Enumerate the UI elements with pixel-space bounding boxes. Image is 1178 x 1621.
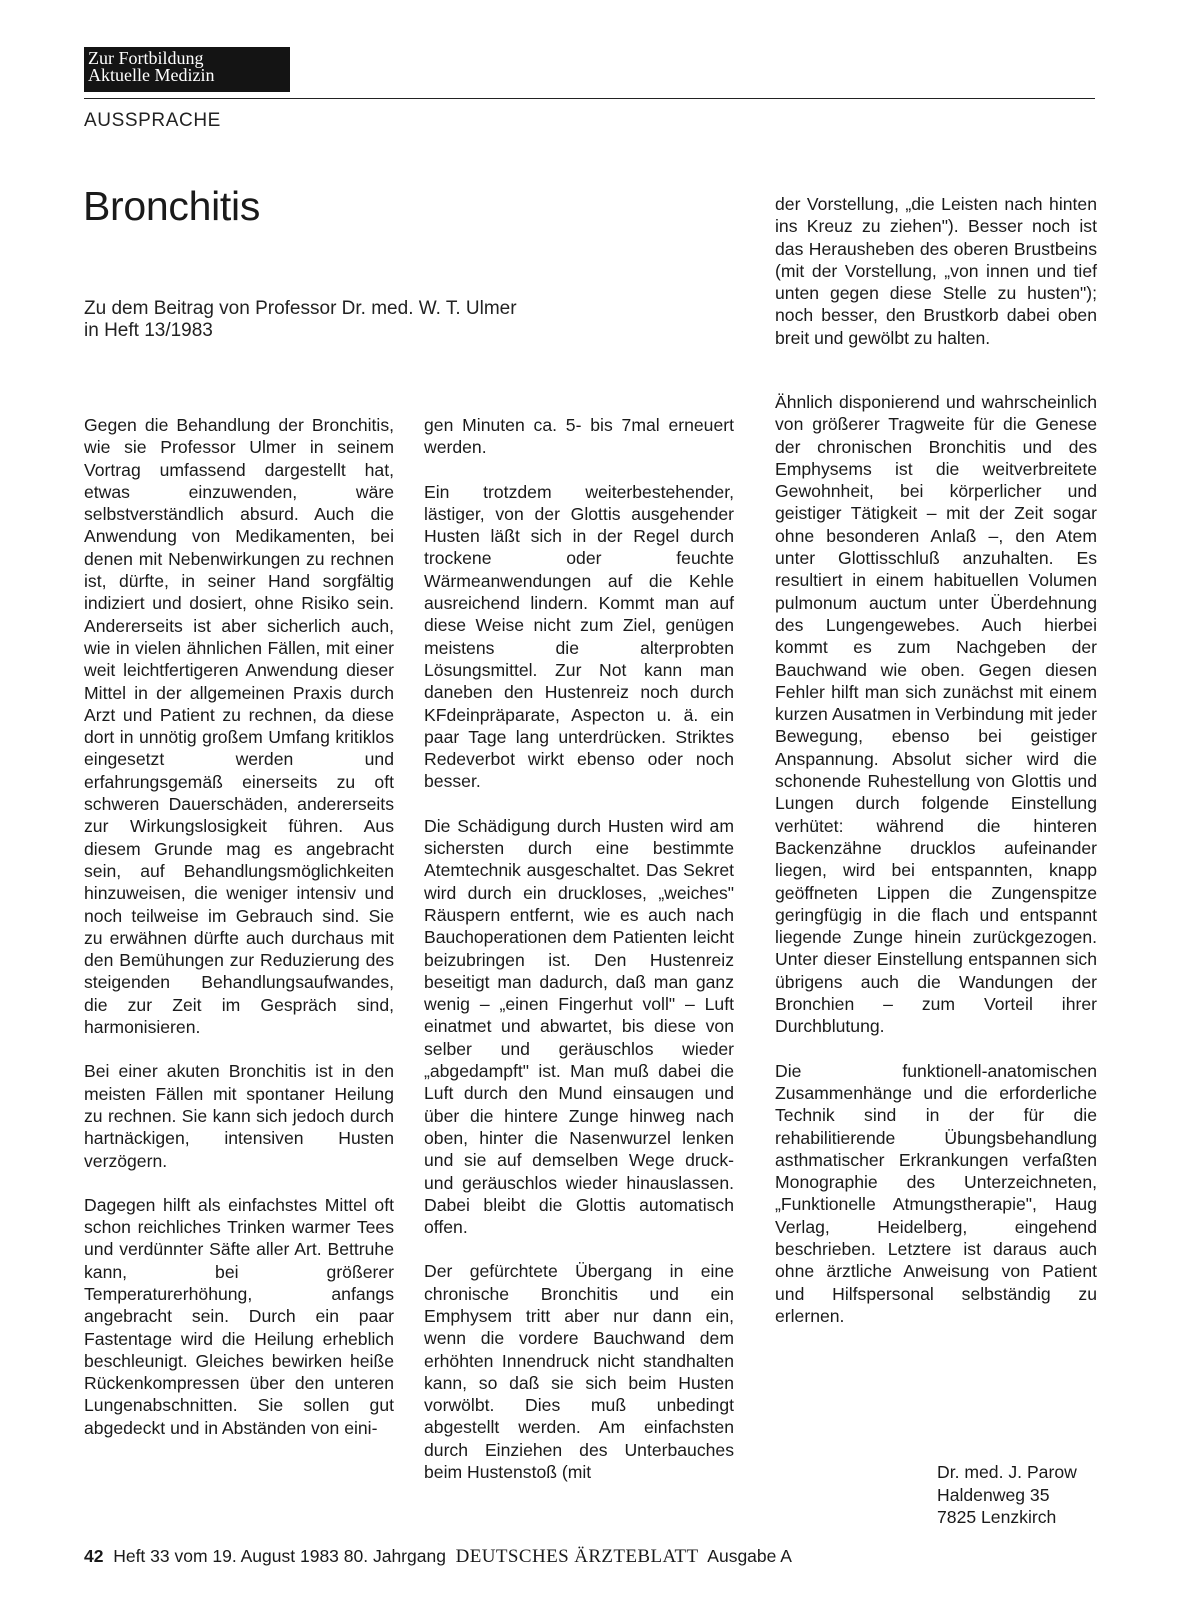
paragraph: Bei einer akuten Bronchitis ist in den meisten Fällen mit spontaner Heilung zu rechnen. Sie kann sich jedoch durch hartnäckigen, intensiven Husten verzögern. <box>84 1061 394 1171</box>
column-middle <box>424 414 734 1505</box>
issue-info: Heft 33 vom 19. August 1983 80. Jahrgang <box>113 1546 446 1566</box>
author-name: Dr. med. J. Parow <box>937 1462 1077 1482</box>
paragraph: Der gefürchtete Übergang in eine chronische Bronchitis und ein Emphysem tritt aber nur dann ein, wenn die vordere Bauchwand dem erhöhten Innendruck nicht standhalten kann, so daß sie sich beim Husten vorwölbt. Dies muß unbedingt abgestellt werden. Am einfachsten durch Einziehen des Unterbauches beim Hustenstoß (mit <box>424 1261 734 1483</box>
article-title: Bronchitis <box>83 183 261 229</box>
subtitle-line-2: in Heft 13/1983 <box>84 320 213 341</box>
header-rule <box>84 98 1095 99</box>
paragraph: Gegen die Behandlung der Bronchitis, wie sie Professor Ulmer in seinem Vortrag umfassend dargestellt hat, etwas einzuwenden, wäre selbstverständlich absurd. Auch die Anwendung von Medikamenten, bei denen mit Nebenwirkungen zu rechnen ist, dürfte, in seiner Hand sorgfältig indiziert und dosiert, ohne Risiko sein. Andererseits ist aber sicherlich auch, wie in vielen ähnlichen Fällen, mit einer weit leichtfertigeren Anwendung dieser Mittel in der allgemeinen Praxis durch Arzt und Patient zu rechnen, da diese dort in unnötig großem Umfang kritiklos eingesetzt werden und erfahrungsgemäß einerseits zu oft schweren Dauerschäden, andererseits zur Wirkungslosigkeit führen. Aus diesem Grunde mag es angebracht sein, auf Behandlungsmöglichkeiten hinzuweisen, die weniger intensiv und noch teilweise im Gebrauch sind. Sie zu erwähnen dürfte auch durchaus mit den Bemühungen zur Reduzierung des steigenden Behandlungsaufwandes, die zur Zeit im Gespräch sind, harmonisieren. <box>84 415 394 1038</box>
paragraph: Die Schädigung durch Husten wird am sichersten durch eine bestimmte Atemtechnik ausgeschaltet. Das Sekret wird durch ein druckloses, „weiches" Räuspern entfernt, wie es auch nach Bauchoperationen dem Patienten leicht beizubringen ist. Den Hustenreiz beseitigt man dadurch, daß man ganz wenig – „einen Fingerhut voll" – Luft einatmet und abwartet, bis diese von selber und geräuschlos wieder „abgedampft" ist. Man muß dabei die Luft durch den Mund einsaugen und über die hintere Zunge hinweg nach oben, hinter die Nasenwurzel lenken und sie auf demselben Wege druck- und geräuschlos wieder hinauslassen. Dabei bleibt die Glottis automatisch offen. <box>424 815 734 1238</box>
article-subtitle <box>84 298 624 342</box>
journal-name: DEUTSCHES ÄRZTEBLATT <box>455 1546 699 1567</box>
edition-label: Ausgabe A <box>707 1546 792 1566</box>
subtitle-line-1: Zu dem Beitrag von Professor Dr. med. W. T. Ulmer <box>84 298 517 319</box>
paragraph: Dagegen hilft als einfachstes Mittel oft schon reichliches Trinken warmer Tees und verdünnter Säfte aller Art. Bettruhe kann, bei größerer Temperaturerhöhung, anfangs angebracht sein. Durch ein paar Fastentage wird die Heilung erheblich beschleunigt. Gleiches bewirken heiße Rückenkompressen über den unteren Lungenabschnitten. Sie sollen gut abgedeckt und in Abständen von eini- <box>84 1194 394 1438</box>
paragraph: Ähnlich disponierend und wahrscheinlich von größerer Tragweite für die Genese der chronischen Bronchitis und des Emphysems ist die weitverbreitete Gewohnheit, bei körperlicher und geistiger Tätigkeit – mit der Zeit sogar ohne besonderen Anlaß –, den Atem unter Glottisschluß anzuhalten. Es resultiert in einem habituellen Volumen pulmonum auctum unter Überdehnung des Lungengewebes. Auch hierbei kommt es zum Nachgeben der Bauchwand wie oben. Gegen diesen Fehler hilft man sich zunächst mit einem kurzen Ausatmen in Verbindung mit jeder Bewegung, ebenso bei geistiger Anspannung. Absolut sicher wird die schonende Ruhestellung von Glottis und Lungen durch folgende Einstellung verhütet: während die hinteren Backenzähne drucklos aufeinander liegen, wird bei entspannten, knapp geöffneten Lippen die Zungenspitze geringfügig in die flach und entspannt liegende Zunge hinein zurückgezogen. Unter dieser Einstellung entspannen sich übrigens auch die Wandungen der Bronchien – zum Vorteil ihrer Durchblutung. <box>775 392 1097 1037</box>
paragraph: Die funktionell-anatomischen Zusammenhänge und die erforderliche Technik sind in der für die rehabilitierende Übungsbehandlung asthmatischer Erkrankungen verfaßten Monographie des Unterzeichneten, „Funktionelle Atmungstherapie", Haug Verlag, Heidelberg, eingehend beschrieben. Letztere ist daraus auch ohne ärztliche Anweisung von Patient und Hilfspersonal selbständig zu erlernen. <box>775 1060 1097 1326</box>
section-label: AUSSPRACHE <box>84 110 221 131</box>
page-footer <box>84 1546 792 1568</box>
header-line-1: Zur Fortbildung <box>88 48 204 68</box>
author-city: 7825 Lenzkirch <box>937 1507 1057 1527</box>
column-right-top <box>775 193 1097 349</box>
paragraph: der Vorstellung, „die Leisten nach hinten ins Kreuz zu ziehen"). Besser noch ist das Herausheben des oberen Brustbeins (mit der Vorstellung, „von innen und tief unten gegen diese Stelle zu husten"); noch besser, den Brustkorb dabei oben breit und gewölbt zu halten. <box>775 194 1097 348</box>
column-left <box>84 414 394 1461</box>
paragraph: Ein trotzdem weiterbestehender, lästiger, von der Glottis ausgehender Husten läßt sich in der Regel durch trockene oder feuchte Wärmeanwendungen auf die Kehle ausreichend lindern. Kommt man auf diese Weise nicht zum Ziel, genügen meistens die alterprobten Lösungsmittel. Zur Not kann man daneben den Hustenreiz noch durch KFdeinpräparate, Aspecton u. ä. ein paar Tage lang unterdrücken. Striktes Redeverbot wirkt ebenso oder noch besser. <box>424 481 734 792</box>
column-right <box>775 391 1097 1349</box>
author-street: Haldenweg 35 <box>937 1484 1050 1505</box>
paragraph: gen Minuten ca. 5- bis 7mal erneuert werden. <box>424 415 734 458</box>
author-signature <box>937 1461 1077 1529</box>
page-number: 42 <box>84 1546 104 1566</box>
section-header-box <box>84 47 290 92</box>
header-line-2: Aktuelle Medizin <box>88 65 215 85</box>
